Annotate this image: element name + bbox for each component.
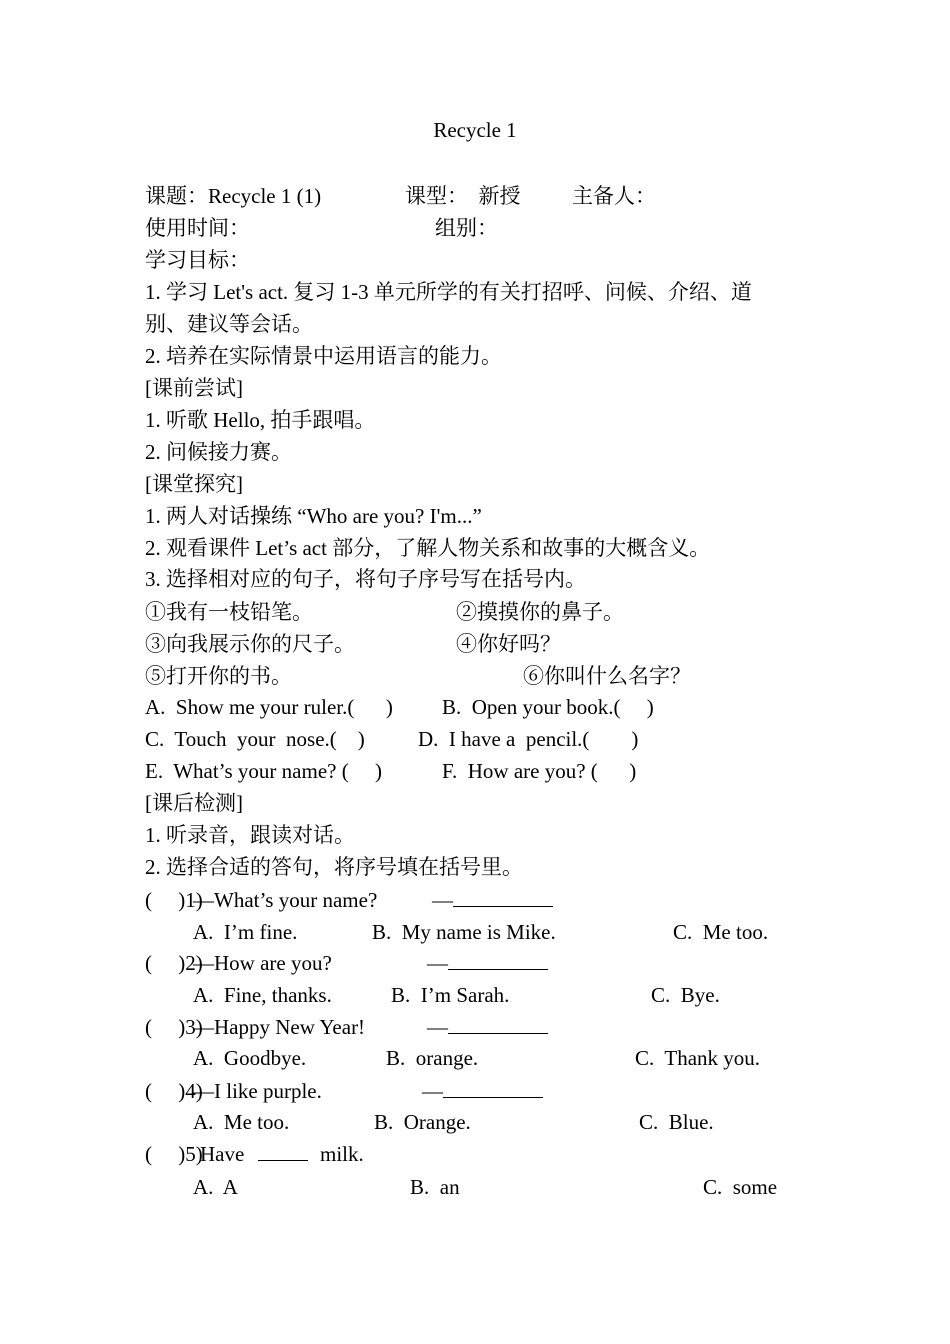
question-1-number: ( )1) bbox=[145, 888, 203, 912]
in-class-item-3: 3. 选择相对应的句子，将句子序号写在括号内。 bbox=[145, 567, 586, 591]
in-class-heading: [课堂探究] bbox=[145, 472, 243, 496]
pre-class-item-2: 2. 问候接力赛。 bbox=[145, 440, 292, 464]
chinese-sentence-2: ②摸摸你的鼻子。 bbox=[456, 600, 624, 624]
objective-1-line-1: 1. 学习 Let's act. 复习 1-3 单元所学的有关打招呼、问候、介绍、道 bbox=[145, 280, 752, 304]
pre-class-item-1: 1. 听歌 Hello, 拍手跟唱。 bbox=[145, 408, 376, 432]
page-title: Recycle 1 bbox=[433, 118, 517, 142]
question-1-option-b: B. My name is Mike. bbox=[372, 920, 556, 944]
question-1-option-a: A. I’m fine. bbox=[193, 920, 298, 944]
question-2-option-a: A. Fine, thanks. bbox=[193, 983, 332, 1007]
pre-class-heading: [课前尝试] bbox=[145, 376, 243, 400]
topic-label: 课题：Recycle 1 (1) bbox=[145, 184, 322, 208]
question-5-prompt-after: milk. bbox=[320, 1142, 364, 1166]
english-option-e: E. What’s your name? ( ) bbox=[145, 759, 382, 783]
question-2-option-c: C. Bye. bbox=[651, 983, 720, 1007]
answer-dash: — bbox=[427, 1015, 448, 1039]
answer-dash: — bbox=[422, 1079, 443, 1103]
answer-dash: — bbox=[427, 951, 448, 975]
question-5-blank bbox=[258, 1138, 308, 1170]
question-3-prompt: —Happy New Year! bbox=[193, 1015, 366, 1039]
question-4-prompt: —I like purple. bbox=[193, 1079, 322, 1103]
objective-2: 2. 培养在实际情景中运用语言的能力。 bbox=[145, 344, 502, 368]
in-class-item-1: 1. 两人对话操练 “Who are you? I'm...” bbox=[145, 504, 482, 528]
lesson-type-label: 课型： 新授 bbox=[405, 184, 521, 208]
question-1-answer bbox=[432, 884, 553, 916]
question-4-option-a: A. Me too. bbox=[193, 1110, 290, 1134]
answer-dash: — bbox=[432, 888, 453, 912]
chinese-sentence-5: ⑤打开你的书。 bbox=[145, 664, 292, 688]
english-option-b: B. Open your book.( ) bbox=[442, 695, 654, 719]
time-label: 使用时间： bbox=[145, 216, 250, 240]
answer-blank bbox=[448, 1013, 548, 1034]
answer-blank bbox=[258, 1140, 308, 1161]
question-4-option-c: C. Blue. bbox=[639, 1110, 714, 1134]
answer-blank bbox=[453, 886, 553, 907]
in-class-item-2: 2. 观看课件 Let’s act 部分，了解人物关系和故事的大概含义。 bbox=[145, 536, 711, 560]
question-5-option-b: B. an bbox=[410, 1175, 460, 1199]
question-4-number: ( )4) bbox=[145, 1079, 203, 1103]
chinese-sentence-3: ③向我展示你的尺子。 bbox=[145, 632, 355, 656]
after-class-heading: [课后检测] bbox=[145, 791, 243, 815]
after-class-item-2: 2. 选择合适的答句，将序号填在括号里。 bbox=[145, 855, 523, 879]
question-3-option-c: C. Thank you. bbox=[635, 1046, 761, 1070]
english-option-f: F. How are you? ( ) bbox=[442, 759, 637, 783]
question-2-number: ( )2) bbox=[145, 951, 203, 975]
english-option-c: C. Touch your nose.( ) bbox=[145, 727, 365, 751]
question-3-option-a: A. Goodbye. bbox=[193, 1046, 307, 1070]
objectives-heading: 学习目标： bbox=[145, 248, 250, 272]
objective-1-line-2: 别、建议等会话。 bbox=[145, 312, 313, 336]
english-option-a: A. Show me your ruler.( ) bbox=[145, 695, 393, 719]
question-2-prompt: —How are you? bbox=[193, 951, 332, 975]
question-4-option-b: B. Orange. bbox=[374, 1110, 471, 1134]
chinese-sentence-1: ①我有一枝铅笔。 bbox=[145, 600, 313, 624]
question-2-option-b: B. I’m Sarah. bbox=[391, 983, 510, 1007]
question-3-number: ( )3) bbox=[145, 1015, 203, 1039]
english-option-d: D. I have a pencil.( ) bbox=[418, 727, 639, 751]
after-class-item-1: 1. 听录音，跟读对话。 bbox=[145, 823, 355, 847]
question-4-answer bbox=[422, 1075, 543, 1107]
question-3-answer bbox=[427, 1011, 548, 1043]
question-5-prompt-before: Have bbox=[200, 1142, 245, 1166]
group-label: 组别： bbox=[435, 216, 498, 240]
question-5-option-a: A. A bbox=[193, 1175, 238, 1199]
question-1-prompt: —What’s your name? bbox=[193, 888, 378, 912]
question-5-option-c: C. some bbox=[703, 1175, 778, 1199]
question-5-number: ( )5) bbox=[145, 1142, 203, 1166]
preparer-label: 主备人： bbox=[572, 184, 656, 208]
chinese-sentence-6: ⑥你叫什么名字？ bbox=[523, 664, 691, 688]
question-3-option-b: B. orange. bbox=[386, 1046, 479, 1070]
answer-blank bbox=[448, 949, 548, 970]
chinese-sentence-4: ④你好吗？ bbox=[456, 632, 561, 656]
answer-blank bbox=[443, 1077, 543, 1098]
question-2-answer bbox=[427, 947, 548, 979]
question-1-option-c: C. Me too. bbox=[673, 920, 769, 944]
